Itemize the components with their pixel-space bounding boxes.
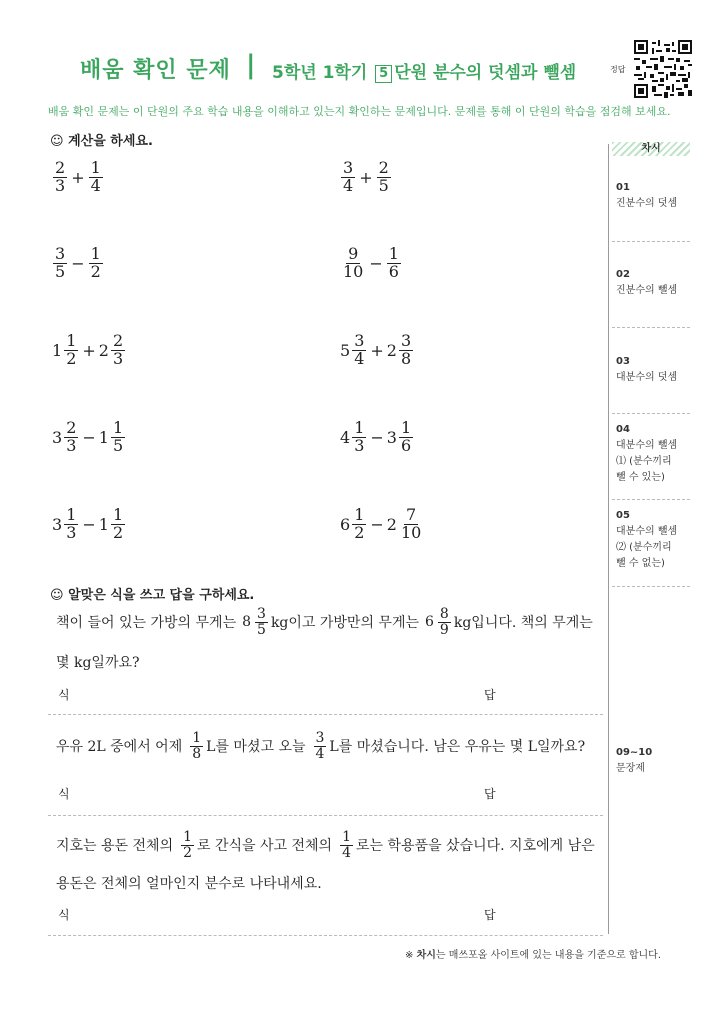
sidebar-heading: 차시 bbox=[612, 142, 690, 156]
mixed-whole: 3 bbox=[52, 427, 63, 447]
operator: − bbox=[82, 514, 96, 534]
numerator: 3 bbox=[315, 730, 325, 746]
numerator: 1 bbox=[354, 505, 365, 524]
numerator: 1 bbox=[354, 418, 365, 437]
unit-title: 단원 분수의 덧셈과 뺄셈 bbox=[394, 63, 577, 83]
operator: − bbox=[71, 253, 85, 273]
denominator: 6 bbox=[388, 261, 399, 281]
numerator: 3 bbox=[400, 331, 412, 350]
mixed-whole: 8 bbox=[242, 614, 252, 631]
numerator: 1 bbox=[66, 331, 77, 350]
mixed-whole: 2 bbox=[386, 340, 397, 360]
denominator: 5 bbox=[378, 175, 389, 195]
expression-label: 식 bbox=[58, 908, 70, 922]
footer-text: 는 매쓰포올 사이트에 있는 내용을 기준으로 합니다. bbox=[435, 950, 662, 961]
section2-heading: ☺ 알맞은 식을 쓰고 답을 구하세요. bbox=[50, 588, 255, 603]
lesson-title: 대분수의 덧셈 bbox=[616, 372, 678, 383]
fraction bbox=[387, 246, 401, 281]
calc-problem-2 bbox=[340, 160, 392, 195]
lesson-title: 문장제 bbox=[616, 763, 645, 774]
lesson-number: 02 bbox=[616, 269, 630, 280]
problem-text: 로는 학용품을 샀습니다. 지호에게 남은 bbox=[356, 838, 595, 855]
expression-label: 식 bbox=[58, 787, 70, 801]
worksheet-title: 배움 확인 문제 bbox=[80, 58, 231, 83]
denominator: 4 bbox=[342, 844, 352, 861]
numerator: 1 bbox=[388, 244, 399, 263]
denominator: 2 bbox=[66, 348, 77, 368]
problem-text: kg입니다. 책의 무게는 bbox=[453, 615, 593, 632]
fraction bbox=[181, 830, 194, 860]
grade-semester: 5학년 1학기 bbox=[272, 63, 368, 83]
problem-divider bbox=[48, 935, 603, 936]
fraction bbox=[255, 607, 268, 637]
fraction bbox=[111, 333, 125, 368]
lesson-title: 대분수의 뺄셈 bbox=[616, 526, 678, 537]
calc-problem-4 bbox=[340, 246, 402, 281]
sidebar-separator bbox=[612, 327, 690, 328]
operator: − bbox=[370, 427, 384, 447]
fraction bbox=[438, 607, 451, 637]
word-problem-1-line1 bbox=[56, 607, 593, 637]
fraction bbox=[314, 731, 327, 761]
calc-problem-10 bbox=[340, 507, 424, 542]
fraction bbox=[53, 160, 67, 195]
lesson-number: 01 bbox=[616, 182, 630, 193]
sidebar-lesson-2 bbox=[616, 267, 696, 299]
operator: + bbox=[71, 167, 85, 187]
sidebar-lesson-5 bbox=[616, 508, 696, 572]
unit-number-box: 5 bbox=[375, 65, 392, 83]
mixed-whole: 3 bbox=[52, 514, 63, 534]
denominator: 8 bbox=[400, 348, 412, 368]
note-mark: ※ bbox=[405, 950, 414, 961]
answer-label: 답 bbox=[484, 688, 496, 702]
sidebar-lesson-4 bbox=[616, 422, 696, 486]
fraction bbox=[341, 160, 355, 195]
problem-text: L를 마셨고 오늘 bbox=[206, 739, 306, 756]
numerator: 7 bbox=[406, 505, 417, 524]
numerator: 3 bbox=[55, 244, 66, 263]
calc-problem-9 bbox=[52, 507, 126, 542]
word-problem-1-line2: 몇 kg일까요? bbox=[56, 655, 140, 671]
denominator: 4 bbox=[343, 175, 354, 195]
numerator: 1 bbox=[192, 730, 202, 746]
denominator: 2 bbox=[112, 522, 124, 542]
sidebar-separator bbox=[612, 586, 690, 587]
answer-label: 답 bbox=[484, 787, 496, 801]
lesson-number: 05 bbox=[616, 510, 630, 521]
numerator: 1 bbox=[342, 829, 352, 845]
numerator: 2 bbox=[66, 418, 77, 437]
calc-problem-1 bbox=[52, 160, 104, 195]
numerator: 1 bbox=[112, 418, 124, 437]
fraction bbox=[399, 507, 423, 542]
fraction bbox=[64, 507, 78, 542]
denominator: 4 bbox=[315, 745, 325, 762]
lesson-title: 진분수의 덧셈 bbox=[616, 198, 678, 209]
denominator: 4 bbox=[354, 348, 365, 368]
numerator: 9 bbox=[348, 244, 359, 263]
word-problem-2 bbox=[56, 731, 585, 761]
fraction bbox=[190, 731, 203, 761]
numerator: 8 bbox=[439, 606, 449, 622]
lesson-title: 대분수의 뺄셈 bbox=[616, 440, 678, 451]
mixed-whole: 3 bbox=[386, 427, 397, 447]
denominator: 4 bbox=[90, 175, 101, 195]
denominator: 5 bbox=[112, 435, 124, 455]
denominator: 10 bbox=[400, 522, 422, 542]
intro-text: 배움 확인 문제는 이 단원의 주요 학습 내용을 이해하고 있는지 확인하는 문제입니다. 문제를 통해 이 단원의 학습을 점검해 보세요. bbox=[48, 105, 671, 118]
numerator: 1 bbox=[90, 158, 101, 177]
mixed-whole: 5 bbox=[340, 340, 351, 360]
numerator: 2 bbox=[378, 158, 389, 177]
operator: + bbox=[359, 167, 373, 187]
problem-divider bbox=[48, 714, 603, 715]
denominator: 3 bbox=[354, 435, 365, 455]
answer-label: 답 bbox=[484, 908, 496, 922]
calc-problem-6 bbox=[340, 333, 414, 368]
problem-text: 지호는 용돈 전체의 bbox=[56, 838, 174, 855]
word-problem-3-line2: 용돈은 전체의 얼마인지 분수로 나타내세요. bbox=[56, 876, 322, 892]
numerator: 1 bbox=[66, 505, 77, 524]
problem-divider bbox=[48, 815, 603, 816]
mixed-whole: 6 bbox=[425, 614, 434, 631]
mixed-whole: 2 bbox=[98, 340, 109, 360]
calc-problem-5 bbox=[52, 333, 126, 368]
mixed-whole: 6 bbox=[340, 514, 351, 534]
numerator: 2 bbox=[112, 331, 124, 350]
lesson-title: 진분수의 뺄셈 bbox=[616, 285, 678, 296]
fraction bbox=[399, 420, 413, 455]
fraction bbox=[64, 333, 78, 368]
numerator: 3 bbox=[343, 158, 354, 177]
denominator: 3 bbox=[55, 175, 66, 195]
mixed-whole: 1 bbox=[52, 340, 63, 360]
numerator: 1 bbox=[400, 418, 412, 437]
lesson-subtitle: 뺄 수 있는) bbox=[616, 472, 665, 483]
mixed-whole: 1 bbox=[98, 427, 109, 447]
fraction bbox=[352, 420, 366, 455]
answer-qr-label: 정답 bbox=[610, 65, 626, 74]
denominator: 10 bbox=[343, 261, 364, 281]
fraction bbox=[340, 830, 353, 860]
expression-label: 식 bbox=[58, 688, 70, 702]
fraction bbox=[53, 246, 67, 281]
operator: + bbox=[82, 340, 96, 360]
calc-problem-8 bbox=[340, 420, 414, 455]
denominator: 5 bbox=[55, 261, 66, 281]
sidebar-separator bbox=[612, 241, 690, 242]
footer-note bbox=[405, 946, 661, 961]
unit-subtitle bbox=[272, 58, 576, 83]
lesson-number: 04 bbox=[616, 424, 630, 435]
lesson-number: 09~10 bbox=[616, 747, 653, 758]
numerator: 1 bbox=[90, 244, 101, 263]
fraction bbox=[89, 246, 103, 281]
numerator: 1 bbox=[112, 505, 124, 524]
word-problem-3-line1 bbox=[56, 830, 595, 860]
problem-text: kg이고 가방만의 무게는 bbox=[270, 615, 419, 632]
sidebar-divider bbox=[608, 144, 609, 934]
denominator: 2 bbox=[183, 844, 193, 861]
calc-problem-7 bbox=[52, 420, 126, 455]
calc-problem-3 bbox=[52, 246, 104, 281]
fraction bbox=[352, 507, 366, 542]
fraction bbox=[341, 246, 365, 281]
sidebar-lesson-6 bbox=[616, 745, 696, 777]
denominator: 8 bbox=[192, 745, 202, 762]
fraction bbox=[111, 507, 125, 542]
sidebar-separator bbox=[612, 499, 690, 500]
denominator: 9 bbox=[439, 621, 449, 638]
fraction bbox=[64, 420, 78, 455]
mixed-whole: 1 bbox=[98, 514, 109, 534]
denominator: 2 bbox=[90, 261, 101, 281]
problem-text: 로 간식을 사고 전체의 bbox=[197, 838, 333, 855]
lesson-subtitle: ⑵ (분수끼리 bbox=[616, 542, 672, 553]
fraction bbox=[377, 160, 391, 195]
numerator: 3 bbox=[257, 606, 266, 622]
title-separator: | bbox=[246, 50, 256, 80]
numerator: 1 bbox=[183, 829, 193, 845]
denominator: 6 bbox=[400, 435, 412, 455]
qr-code-icon[interactable] bbox=[634, 40, 692, 98]
mixed-whole: 4 bbox=[340, 427, 351, 447]
sidebar-separator bbox=[612, 413, 690, 414]
lesson-number: 03 bbox=[616, 356, 630, 367]
fraction bbox=[89, 160, 103, 195]
operator: − bbox=[370, 514, 384, 534]
fraction bbox=[352, 333, 366, 368]
lesson-subtitle: ⑴ (분수끼리 bbox=[616, 456, 672, 467]
denominator: 3 bbox=[112, 348, 124, 368]
mixed-whole: 2 bbox=[386, 514, 397, 534]
operator: − bbox=[369, 253, 383, 273]
operator: − bbox=[82, 427, 96, 447]
denominator: 5 bbox=[257, 621, 266, 638]
footer-bold: 차시 bbox=[416, 950, 436, 961]
problem-text: 우유 2L 중에서 어제 bbox=[56, 739, 183, 756]
denominator: 3 bbox=[66, 522, 77, 542]
denominator: 3 bbox=[66, 435, 77, 455]
section1-heading: ☺ 계산을 하세요. bbox=[50, 134, 153, 149]
lesson-subtitle: 뺄 수 없는) bbox=[616, 558, 665, 569]
denominator: 2 bbox=[354, 522, 365, 542]
operator: + bbox=[370, 340, 384, 360]
fraction bbox=[399, 333, 413, 368]
problem-text: L를 마셨습니다. 남은 우유는 몇 L일까요? bbox=[329, 739, 586, 756]
problem-text: 책이 들어 있는 가방의 무게는 bbox=[56, 615, 237, 632]
sidebar-lesson-1 bbox=[616, 180, 696, 212]
fraction bbox=[111, 420, 125, 455]
numerator: 2 bbox=[55, 158, 66, 177]
sidebar-lesson-3 bbox=[616, 354, 696, 386]
numerator: 3 bbox=[354, 331, 365, 350]
